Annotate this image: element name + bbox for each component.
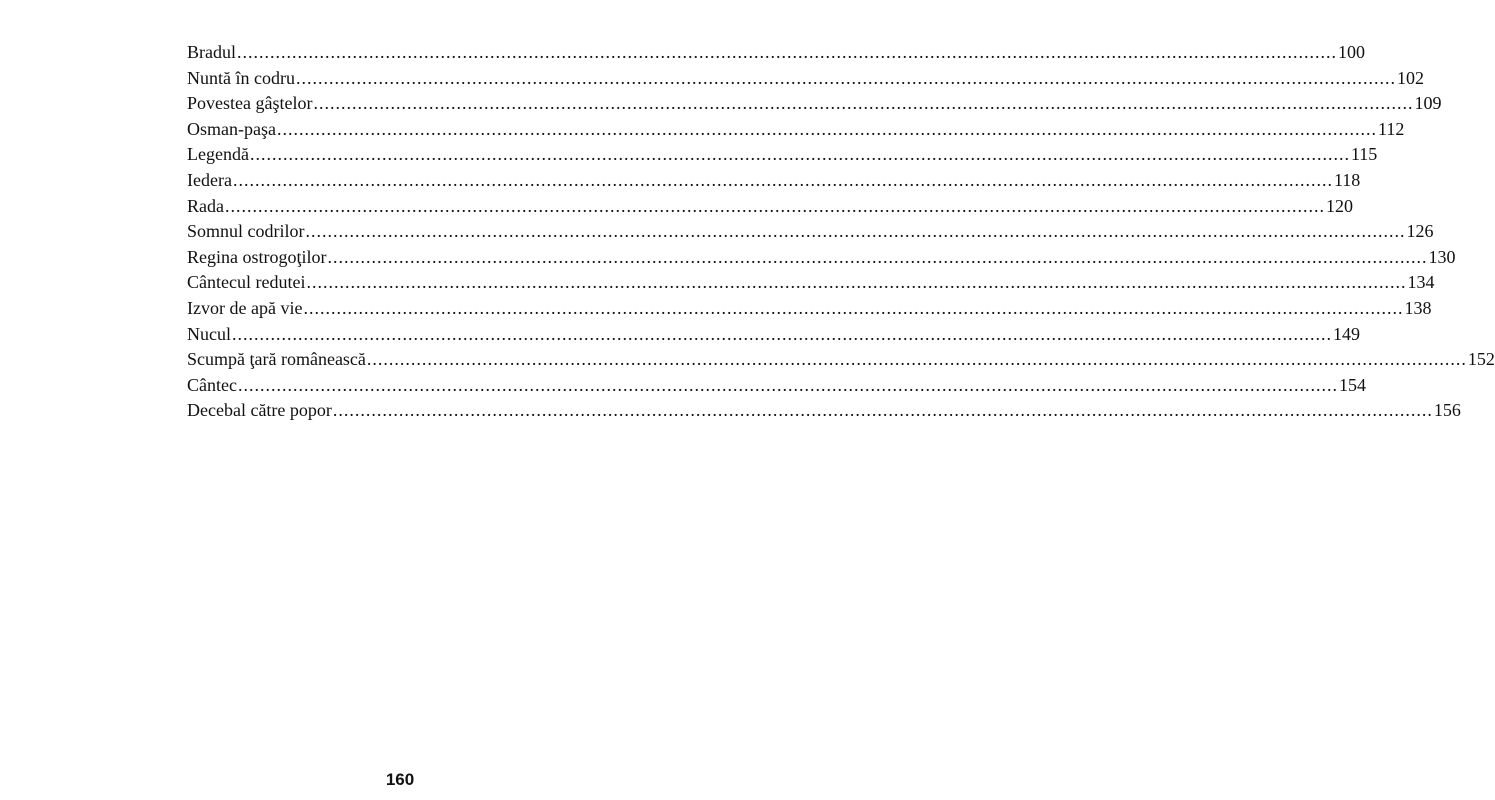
- toc-entry-title: Decebal către popor: [187, 400, 332, 421]
- toc-entry-page: 138: [1404, 297, 1432, 318]
- toc-leader-dots: ........................................................................................................................................................................................................: [237, 374, 1338, 395]
- toc-leader-dots: ........................................................................................................................................................................................................: [237, 42, 1337, 62]
- toc-entry-title: Rada: [187, 195, 224, 216]
- toc-entry: [187, 168, 1361, 194]
- toc-entry: [187, 373, 1366, 399]
- toc-entry-title: Somnul codrilor: [187, 221, 305, 242]
- toc-entry: [187, 219, 1434, 245]
- toc-entry-title: Regina ostrogoţilor: [187, 246, 327, 267]
- toc-entry-page: 154: [1338, 374, 1366, 395]
- toc-entry: [187, 270, 1435, 296]
- toc-entry: [187, 194, 1353, 220]
- toc-leader-dots: ........................................................................................................................................................................................................: [249, 144, 1350, 165]
- toc-entry-page: 109: [1414, 93, 1442, 114]
- toc-leader-dots: ........................................................................................................................................................................................................: [366, 349, 1467, 370]
- toc-entry: [187, 296, 1432, 322]
- toc-leader-dots: ........................................................................................................................................................................................................: [306, 272, 1407, 293]
- toc-entry: [187, 322, 1360, 348]
- toc-leader-dots: ........................................................................................................................................................................................................: [232, 169, 1333, 190]
- toc-entry-page: 118: [1333, 169, 1361, 190]
- table-of-contents: [187, 40, 1495, 424]
- toc-entry-title: Legendă: [187, 144, 249, 165]
- toc-entry-title: Nuntă în codru: [187, 67, 295, 88]
- toc-entry-title: Osman-paşa: [187, 118, 276, 139]
- toc-entry-page: 156: [1433, 400, 1461, 421]
- toc-entry-title: Nucul: [187, 323, 231, 344]
- toc-entry: [187, 142, 1378, 168]
- toc-leader-dots: ........................................................................................................................................................................................................: [295, 67, 1396, 88]
- toc-entry-page: 115: [1350, 144, 1378, 165]
- toc-entry-page: 130: [1428, 246, 1456, 267]
- toc-leader-dots: ........................................................................................................................................................................................................: [276, 118, 1377, 139]
- toc-entry-title: Scumpă ţară românească: [187, 349, 366, 370]
- toc-entry-page: 102: [1396, 67, 1424, 88]
- toc-entry-title: Izvor de apă vie: [187, 297, 303, 318]
- toc-entry: [187, 245, 1456, 271]
- toc-entry-title: Cântecul redutei: [187, 272, 306, 293]
- toc-entry-title: Bradul: [187, 42, 236, 62]
- toc-entry: [187, 398, 1461, 424]
- toc-entry-page: 120: [1325, 195, 1353, 216]
- toc-leader-dots: ........................................................................................................................................................................................................: [305, 221, 1406, 242]
- toc-entry: [187, 91, 1442, 117]
- toc-entry: [187, 40, 1365, 66]
- toc-entry-page: 126: [1406, 221, 1434, 242]
- toc-leader-dots: ........................................................................................................................................................................................................: [303, 297, 1404, 318]
- toc-entry-title: Cântec: [187, 374, 237, 395]
- toc-leader-dots: ........................................................................................................................................................................................................: [327, 246, 1428, 267]
- toc-entry: [187, 347, 1495, 373]
- page-number: 160: [385, 770, 415, 789]
- toc-entry-page: 134: [1407, 272, 1435, 293]
- toc-entry-title: Iedera: [187, 169, 232, 190]
- toc-entry-page: 112: [1377, 118, 1405, 139]
- toc-leader-dots: ........................................................................................................................................................................................................: [224, 195, 1325, 216]
- toc-entry-page: 152: [1467, 349, 1495, 370]
- toc-entry-page: 100: [1338, 42, 1365, 62]
- toc-leader-dots: ........................................................................................................................................................................................................: [332, 400, 1433, 421]
- toc-entry-title: Povestea gâştelor: [187, 93, 313, 114]
- toc-entry: [187, 66, 1424, 92]
- toc-leader-dots: ........................................................................................................................................................................................................: [232, 323, 1332, 344]
- toc-entry: [187, 117, 1405, 143]
- toc-leader-dots: ........................................................................................................................................................................................................: [313, 93, 1414, 114]
- toc-entry-page: 149: [1333, 323, 1360, 344]
